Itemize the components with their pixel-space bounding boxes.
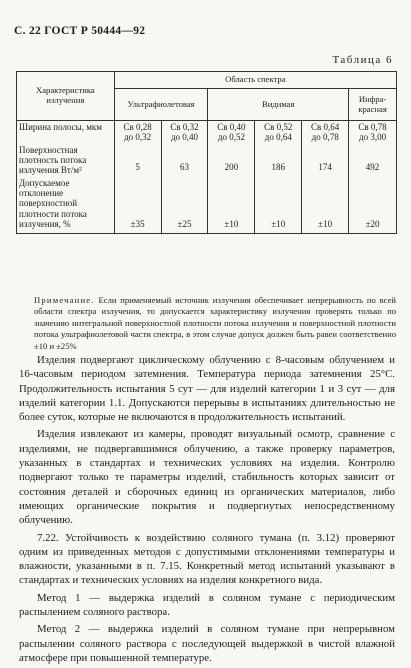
bandwidth-from: Св 0,78: [358, 122, 387, 132]
bandwidth-cell-1: [114, 121, 161, 144]
tolerance-cell-1: ±35: [114, 177, 161, 234]
header-visible: Видимая: [208, 89, 349, 121]
note-text: Если применяемый источник излучения обеспечивает непрерывность по всей области спектра излучения, то допускается характеристику излучения проверять только по значению интегральной поверхностной плотности потока излучения и поверхностной плотности потока ультрафиолетовой части спектра, в этом случае допуск должен быть равен соответственно ±10 и ±25%: [34, 295, 396, 351]
tolerance-cell-4: ±10: [255, 177, 302, 234]
page-header: С. 22 ГОСТ Р 50444—92: [14, 25, 146, 37]
note-label: Примечание.: [34, 295, 95, 305]
bandwidth-cell-2: [161, 121, 208, 144]
paragraph-salt-fog: 7.22. Устойчивость к воздействию соляного тумана (п. 3.12) проверяют одним из приведенных методов с допустимыми отклонениями температуры и влажности, указанными в п. 7.15. Конкретный метод испытаний указывают в стандартах и технических условиях на изделия конкретного вида.: [19, 531, 395, 587]
density-cell-1: 5: [114, 144, 161, 177]
tolerance-cell-5: ±10: [302, 177, 349, 234]
bandwidth-from: Св 0,32: [170, 122, 199, 132]
tolerance-cell-3: ±10: [208, 177, 255, 234]
density-cell-6: 492: [349, 144, 397, 177]
bandwidth-cell-3: [208, 121, 255, 144]
spectrum-table: [16, 71, 397, 234]
bandwidth-from: Св 0,40: [217, 122, 246, 132]
table-title: Таблица 6: [332, 54, 393, 66]
paragraph-method-2: Метод 2 — выдержка изделий в соляном тумане при непрерывном распылении соляного раствора с последующей выдержкой в чистой влажной атмосфере при повышенной температуре.: [19, 623, 395, 664]
paragraph-irradiation-cycle: Изделия подвергают циклическому облучению с 8-часовым облучением и 16-часовым периодом затемнения. Температура периода затемнения 25°С. Продолжительность испытания 5 сут — для изделий категории 1 и 3 сут — для изделий категории 1.1. Допускаются перерывы в испытаниях длительностью не более суток, которые не включаются в продолжительность испытаний.: [19, 354, 395, 424]
header-infrared: Инфра-красная: [349, 89, 397, 121]
bandwidth-from: Св 0,64: [311, 122, 340, 132]
table-row-bandwidth: [17, 121, 397, 144]
header-characteristic: Характеристика излучения: [17, 72, 115, 121]
header-spectral-region: Область спектра: [114, 72, 396, 89]
bandwidth-to: до 0,52: [217, 132, 245, 143]
bandwidth-to: до 0,78: [311, 132, 339, 143]
body-text: [19, 353, 395, 668]
density-cell-2: 63: [161, 144, 208, 177]
bandwidth-to: до 3,00: [359, 132, 387, 143]
table-note: [34, 295, 396, 352]
density-cell-4: 186: [255, 144, 302, 177]
density-cell-5: 174: [302, 144, 349, 177]
bandwidth-to: до 0,32: [124, 132, 152, 143]
header-ultraviolet: Ультрафиолетовая: [114, 89, 208, 121]
bandwidth-cell-6: [349, 121, 397, 144]
table-row-density: [17, 144, 397, 177]
tolerance-cell-6: ±20: [349, 177, 397, 234]
bandwidth-from: Св 0,28: [123, 122, 152, 132]
bandwidth-to: до 0,64: [264, 132, 292, 143]
paragraph-method-1: Метод 1 — выдержка изделий в соляном тумане с периодическим распылением соляного раствора.: [19, 591, 395, 619]
bandwidth-cell-4: [255, 121, 302, 144]
bandwidth-to: до 0,40: [170, 132, 199, 143]
tolerance-cell-2: ±25: [161, 177, 208, 234]
bandwidth-from: Св 0,52: [264, 122, 293, 132]
paragraph-inspection: Изделия извлекают из камеры, проводят визуальный осмотр, сравнение с изделиями, не подвергавшимися облучению, а также проверку параметров, указанных в стандартах и технических условиях на изделия. Контролю подвергают только те параметры изделий, стабильность которых зависит от состояния деталей и сборочных единиц из органических материалов, либо имеющих органические покрытия и подвергнутых непосредственному облучению.: [19, 428, 395, 527]
table-row-tolerance: [17, 177, 397, 234]
row-label-bandwidth: Ширина полосы, мкм: [17, 121, 115, 144]
density-cell-3: 200: [208, 144, 255, 177]
bandwidth-cell-5: [302, 121, 349, 144]
row-label-density: Поверхностная плотность потока излучения Вт/м²: [17, 144, 115, 177]
row-label-tolerance: Допускаемое отклонение поверхностной плотности потока излучения, %: [17, 177, 115, 234]
